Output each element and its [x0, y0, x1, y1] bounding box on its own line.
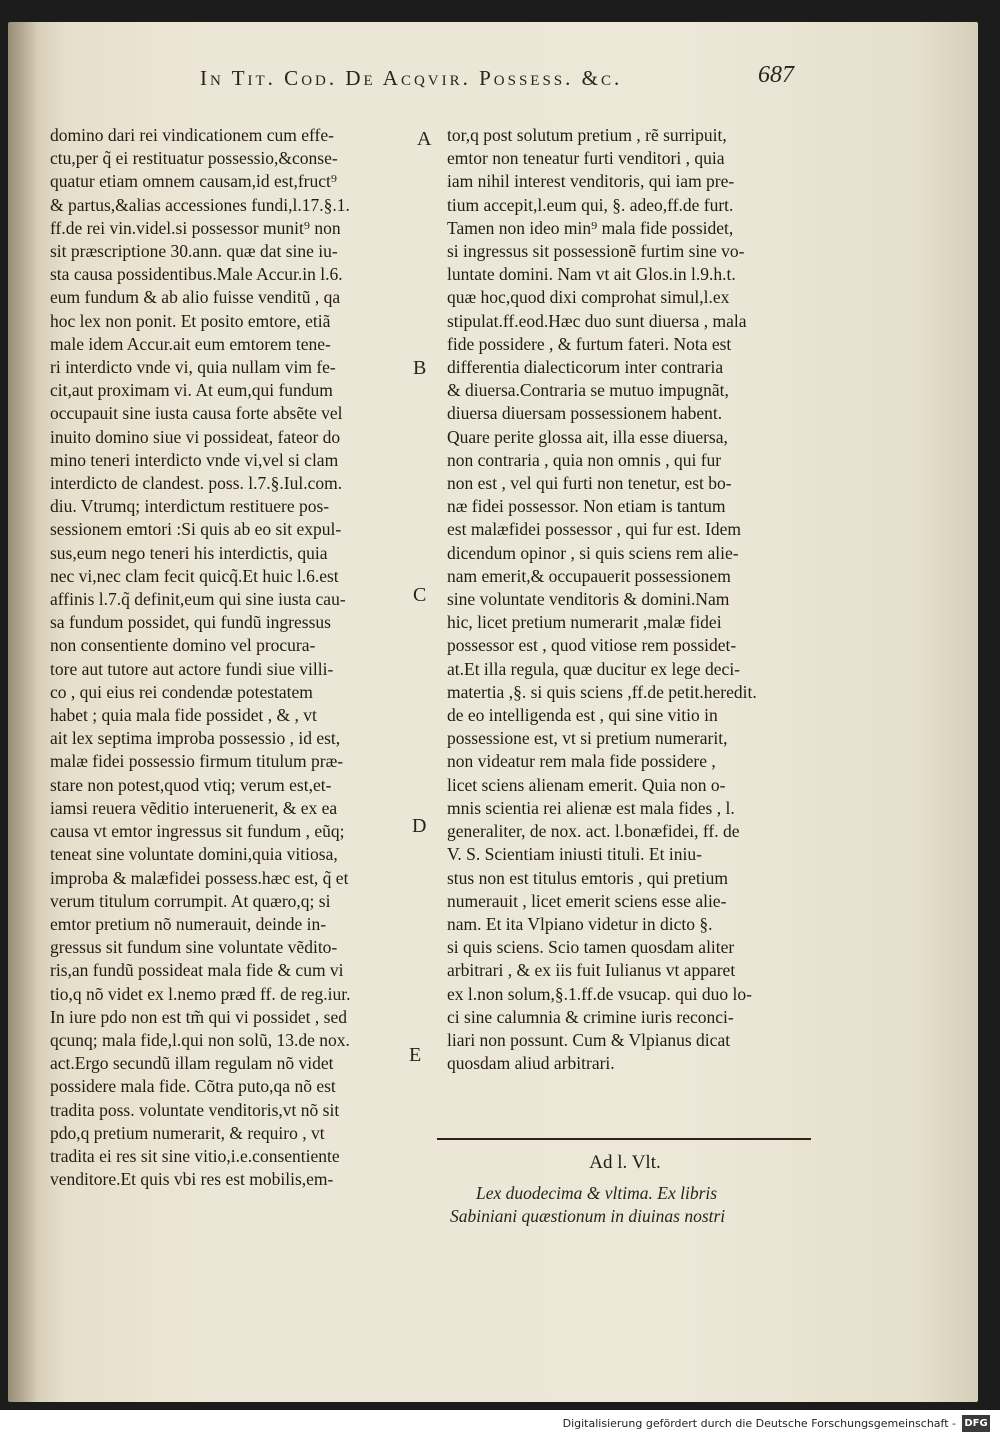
text-line: co , qui eius rei condendæ potestatem [50, 681, 313, 702]
text-line: quæ hoc,quod dixi comprohat simul,l.ex [447, 287, 730, 308]
text-line: V. S. Scientiam iniusti tituli. Et iniu- [447, 844, 702, 865]
text-line: possidere mala fide. Cõtra puto,qa nõ est [50, 1076, 336, 1097]
text-line: verum titulum corrumpit. At quæro,q; si [50, 890, 331, 911]
text-line: qcunq; mala fide,l.qui non solũ, 13.de nox. [50, 1029, 350, 1050]
text-line: matertia ,§. si quis sciens ,ff.de petit.heredit. [447, 681, 757, 702]
margin-letter-e: E [409, 1044, 422, 1066]
text-line: tium accepit,l.eum qui, §. adeo,ff.de furt. [447, 194, 734, 215]
text-line: mnis scientia rei alienæ est mala fides , l. [447, 797, 735, 818]
text-line: In iure pdo non est tm̃ qui vi possidet , sed [50, 1006, 347, 1027]
text-line: act.Ergo secundũ illam regulam nõ videt [50, 1053, 334, 1074]
text-line: gressus sit fundum sine voluntate vẽdito- [50, 937, 338, 958]
text-line: sit præscriptione 30.ann. quæ dat sine iu- [50, 241, 338, 262]
margin-letter-c: C [413, 584, 427, 606]
footer-bar [0, 1410, 1000, 1439]
text-line: male idem Accur.ait eum emtorem tene- [50, 333, 331, 354]
text-line: diuersa diuersam possessionem habent. [447, 403, 723, 424]
text-line: stare non potest,quod vtiq; verum est,et- [50, 774, 332, 795]
text-line: næ fidei possessor. Non etiam is tantum [447, 496, 726, 517]
text-line: stus non est titulus emtoris , qui pretium [447, 867, 728, 888]
text-line: Sabiniani quæstionum in diuinas nostri [450, 1206, 726, 1227]
text-line: dicendum opinor , si quis sciens rem alie- [447, 542, 739, 563]
text-line: licet sciens alienam emerit. Quia non o- [447, 774, 726, 795]
running-head: In Tit. Cod. De Acqvir. Possess. &c. [200, 66, 623, 90]
text-line: quosdam aliud arbitrari. [447, 1053, 615, 1074]
text-line: hic, licet pretium numerarit ,malæ fidei [447, 612, 722, 633]
margin-letter-a: A [417, 128, 432, 150]
text-line: sta causa possidentibus.Male Accur.in l.6. [50, 264, 343, 285]
text-line: fide possidere , & furtum fateri. Nota est [447, 333, 732, 354]
text-line: causa vt emtor ingressus sit fundum , eũq; [50, 821, 345, 842]
text-line: emtor non teneatur furti venditori , quia [447, 148, 725, 169]
text-line: non videatur rem mala fide possidere , [447, 751, 716, 772]
funding-credit: Digitalisierung gefördert durch die Deutsche Forschungsgemeinschaft - [562, 1417, 956, 1430]
text-line: teneat sine voluntate domini,quia vitiosa, [50, 844, 338, 865]
text-line: non contraria , quia non omnis , qui fur [447, 449, 722, 470]
text-line: ctu,per q̃ ei restituatur possessio,&conse- [50, 148, 338, 169]
text-line: si ingressus sit possessionẽ furtim sine vo- [447, 241, 745, 262]
text-line: malæ fidei possessio firmum titulum præ- [50, 751, 344, 772]
text-line: diu. Vtrumq; interdictum restituere pos- [50, 496, 330, 517]
text-line: numerauit , licet emerit sciens esse alie- [447, 890, 727, 911]
text-line: habet ; quia mala fide possidet , & , vt [50, 705, 317, 726]
text-line: stipulat.ff.eod.Hæc duo sunt diuersa , mala [447, 310, 747, 331]
section-divider [437, 1138, 811, 1140]
text-line: emtor pretium nõ numerauit, deinde in- [50, 913, 327, 934]
text-line: inuito domino siue vi possideat, fateor do [50, 426, 341, 447]
text-line: liari non possunt. Cum & Vlpianus dicat [447, 1029, 731, 1050]
text-line: nec vi,nec clam fecit quicq̃.Et huic l.6.est [50, 565, 339, 586]
text-line: ait lex septima improba possessio , id est, [50, 728, 341, 749]
text-line: iam nihil interest venditoris, qui iam pre- [447, 171, 735, 192]
text-line: & diuersa.Contraria se mutuo impugnãt, [447, 380, 729, 401]
text-line: venditore.Et quis vbi res est mobilis,em- [50, 1169, 334, 1190]
text-line: possessione est, vt si pretium numerarit, [447, 728, 728, 749]
text-line: at.Et illa regula, quæ ducitur ex lege deci- [447, 658, 741, 679]
text-line: generaliter, de nox. act. l.bonæfidei, ff. de [447, 821, 740, 842]
text-line: ci sine calumnia & crimine iuris reconci- [447, 1006, 734, 1027]
page-number: 687 [758, 62, 794, 88]
text-line: & partus,&alias accessiones fundi,l.17.§.1. [50, 194, 350, 215]
margin-letter-b: B [413, 357, 427, 379]
text-line: ex l.non solum,§.1.ff.de vsucap. qui duo lo- [447, 983, 752, 1004]
text-line: arbitrari , & ex iis fuit Iulianus vt apparet [447, 960, 736, 981]
text-line: sus,eum nego teneri his interdictis, quia [50, 542, 328, 563]
text-line: hoc lex non ponit. Et posito emtore, etiã [50, 310, 331, 331]
section-heading: Ad l. Vlt. [589, 1152, 661, 1173]
text-line: luntate domini. Nam vt ait Glos.in l.9.h.t. [447, 264, 736, 285]
text-line: tradita ei res sit sine vitio,i.e.consentiente [50, 1145, 340, 1166]
text-line: nam emerit,& occupauerit possessionem [447, 565, 731, 586]
text-line: mino teneri interdicto vnde vi,vel si clam [50, 449, 339, 470]
text-line: tio,q nõ videt ex l.nemo præd ff. de reg.iur. [50, 983, 351, 1004]
text-line: affinis l.7.q̃ definit,eum qui sine iusta cau- [50, 589, 346, 610]
text-line: tore aut tutore aut actore fundi siue villi- [50, 658, 334, 679]
text-line: Lex duodecima & vltima. Ex libris [476, 1183, 718, 1203]
text-line: est malæfidei possessor , qui fur est. Idem [447, 519, 742, 540]
left-text-column [50, 124, 406, 1191]
text-line: possessor est , quod vitiose rem possidet- [447, 635, 737, 656]
text-line: de eo intelligenda est , qui sine vitio in [447, 705, 718, 726]
text-line: sa fundum possidet, qui fundũ ingressus [50, 612, 331, 633]
text-line: ri interdicto vnde vi, quia nullam vim fe- [50, 357, 336, 378]
text-line: quatur etiam omnem causam,id est,fruct⁹ [50, 171, 337, 192]
margin-letter-d: D [412, 815, 427, 837]
text-line: improba & malæfidei possess.hæc est, q̃ et [50, 867, 349, 888]
text-line: ris,an fundũ possideat mala fide & cum vi [50, 960, 344, 981]
text-line: interdicto de clandest. poss. l.7.§.Iul.com. [50, 473, 343, 494]
text-line: sessionem emtori :Si quis ab eo sit expul- [50, 519, 342, 540]
text-line: tradita poss. voluntate venditoris,vt nõ sit [50, 1099, 340, 1120]
text-line: Quare perite glossa ait, illa esse diuersa, [447, 426, 728, 447]
text-line: iamsi reuera vẽditio interuenerit, & ex ea [50, 797, 338, 818]
text-line: sine voluntate venditoris & domini.Nam [447, 589, 730, 610]
text-line: si quis sciens. Scio tamen quosdam aliter [447, 937, 735, 958]
text-line: nam. Et ita Vlpiano videtur in dicto §. [447, 913, 713, 934]
dfg-logo: DFG [962, 1415, 990, 1432]
text-line: Tamen non ideo min⁹ mala fide possidet, [447, 217, 734, 238]
text-line: occupauit sine iusta causa forte absẽte vel [50, 403, 343, 424]
text-line: pdo,q pretium numerarit, & requiro , vt [50, 1122, 325, 1143]
text-line: eum fundum & ab alio fuisse venditũ , qa [50, 287, 341, 308]
text-line: tor,q post solutum pretium , rẽ surripuit, [447, 125, 727, 145]
text-line: domino dari rei vindicationem cum effe- [50, 125, 334, 145]
text-line: ff.de rei vin.videl.si possessor munit⁹ non [50, 217, 341, 238]
text-line: cit,aut proximam vi. At eum,qui fundum [50, 380, 333, 401]
right-text-column [447, 124, 805, 1075]
text-line: non consentiente domino vel procura- [50, 635, 316, 656]
section-body [450, 1182, 812, 1228]
text-line: differentia dialecticorum inter contraria [447, 357, 724, 378]
text-line: non est , vel qui furti non tenetur, est bo- [447, 473, 732, 494]
